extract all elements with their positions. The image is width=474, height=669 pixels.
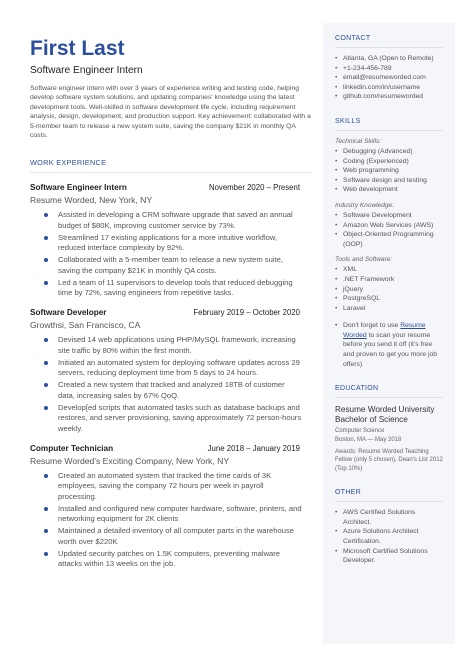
other-list: [335, 508, 443, 566]
job-bullet: Develop[ed scripts that automated tasks such as database backups and restores, and server provisioning, saving approximately 72 person-hours weekly.: [44, 403, 302, 434]
job-date: November 2020 – Present: [208, 183, 300, 193]
contact-github[interactable]: • github.com/resumeworded: [335, 92, 443, 102]
candidate-role: Software Engineer Intern: [30, 65, 143, 76]
section-divider: [335, 501, 443, 502]
skill-item: • Software design and testing: [335, 176, 443, 186]
skills-technical-list: [335, 147, 443, 195]
section-title-contact: CONTACT: [335, 35, 371, 42]
job-company: Growthsi, San Francisco, CA: [30, 320, 141, 331]
job-title: Software Developer: [30, 308, 107, 318]
skill-item: • PostgreSQL: [335, 294, 443, 304]
contact-list: [335, 54, 443, 102]
bullet-dot-icon: [44, 236, 48, 240]
job-title: Software Engineer Intern: [30, 183, 127, 193]
bullet-dot-icon: [44, 213, 48, 217]
bullet-dot-icon: [44, 338, 48, 342]
bullet-dot-icon: [44, 507, 48, 511]
education-location-date: Boston, MA — May 2018: [335, 436, 402, 443]
skill-item: • Software Development: [335, 211, 443, 221]
skills-technical-label: Technical Skills:: [335, 137, 382, 145]
job-bullet: Devised 14 web applications using PHP/MySQL framework, increasing site traffic by 80% within the first month.: [44, 335, 302, 356]
bullet-dot-icon: [44, 529, 48, 533]
bullet-dot-icon: [44, 406, 48, 410]
section-divider: [30, 172, 312, 173]
skills-industry-list: [335, 211, 443, 249]
section-divider: [335, 130, 443, 131]
job-bullets: [30, 210, 302, 298]
job-entry: [30, 308, 310, 433]
bullet-dot-icon: [44, 281, 48, 285]
skill-item: • Web development: [335, 185, 443, 195]
certification-item: • AWS Certified Solutions Architect.: [335, 508, 443, 527]
job-bullet: Installed and configured new computer hardware, software, printers, and networking equipment for 2K clients: [44, 504, 302, 525]
skill-item: • Object-Oriented Programming (OOP): [335, 230, 443, 249]
job-bullet: Created a new system that tracked and analyzed 18TB of customer data, increasing sales by 67% QoQ.: [44, 380, 302, 401]
resume-worded-link[interactable]: Resume Worded: [343, 322, 426, 339]
skill-item: • Amazon Web Services (AWS): [335, 221, 443, 231]
skill-item: • Web programming: [335, 166, 443, 176]
bullet-dot-icon: [44, 383, 48, 387]
job-bullet: Collaborated with a 5-member team to release a new system suite, saving the company $21K in monthly QA costs.: [44, 255, 302, 276]
bullet-dot-icon: [44, 552, 48, 556]
bullet-dot-icon: [44, 474, 48, 478]
skills-industry-label: Industry Knowledge:: [335, 201, 394, 209]
sidebar: [323, 23, 455, 644]
contact-email[interactable]: • email@resumeworded.com: [335, 73, 443, 83]
section-title-other: OTHER: [335, 489, 361, 497]
job-bullet: Maintained a detailed inventory of all computer parts in the warehouse worth over $220K: [44, 526, 302, 547]
job-date: June 2018 – January 2019: [207, 443, 300, 453]
skill-item: • jQuery: [335, 285, 443, 295]
section-divider: [335, 47, 443, 48]
certification-item: • Azure Solutions Architect Certification.: [335, 527, 443, 546]
section-title-work-experience: WORK EXPERIENCE: [30, 158, 107, 168]
skill-item: • Laravel: [335, 304, 443, 314]
section-title-education: EDUCATION: [335, 385, 379, 393]
education-degree: Bachelor of Science: [335, 415, 408, 425]
bullet-dot-icon: [44, 258, 48, 262]
skills-tools-list: [335, 265, 443, 313]
certification-item: • Microsoft Certified Solutions Developer.: [335, 547, 443, 566]
bullet-dot-icon: [44, 361, 48, 365]
section-divider: [335, 397, 443, 398]
job-bullet: Initiated an automated system for deploying software updates across 29 servers, reducing deployment time from 5 days to 24 hours.: [44, 358, 302, 379]
job-bullet: Assisted in developing a CRM software upgrade that saved an annual budget of $80K, improving customer service by 73%.: [44, 210, 302, 231]
skill-item: • XML: [335, 265, 443, 275]
job-bullet: Streamlined 17 existing applications for a more intuitive workflow, reduced interface complexity by 92%.: [44, 233, 302, 254]
skill-item: • Debugging (Advanced): [335, 147, 443, 157]
job-company: Resume Worded, New York, NY: [30, 195, 153, 206]
job-entry: [30, 183, 310, 298]
job-bullet: Updated security patches on 1.5K computers, preventing malware attacks within 13 weeks on the job.: [44, 549, 302, 570]
resume-worded-note: • Don't forget to use Resume Worded to scan your resume before you send it off (it's free and proven to get you more job offers): [335, 321, 443, 369]
contact-location: • Atlanta, GA (Open to Remote): [335, 54, 443, 64]
job-company: Resume Worded's Exciting Company, New York, NY: [30, 455, 230, 466]
job-entry: [30, 444, 310, 569]
job-bullets: [30, 335, 302, 433]
job-bullets: [30, 471, 302, 569]
education-school: Resume Worded University: [335, 405, 435, 415]
education-awards: Awards: Resume Worded Teaching Fellow (only 5 chosen), Dean's List 2012 (Top 10%): [335, 449, 443, 472]
skills-tools-label: Tools and Software:: [335, 256, 393, 264]
summary-paragraph: Software engineer intern with over 3 years of experience writing and testing code, helping develop software system solutions, and updating companies' knowledge using the latest development tools. Well-skilled in software development life cycle, including requirement analysis, design, development, and production support. Key achievement: collaborated with a 5-member team to release a new system suite, saving the company $21K in monthly QA costs.: [30, 85, 311, 140]
job-title: Computer Technician: [30, 443, 114, 453]
main-column: [30, 38, 310, 571]
skill-item: • .NET Framework: [335, 275, 443, 285]
contact-linkedin[interactable]: • linkedin.com/in/username: [335, 83, 443, 93]
education-major: Computer Science: [335, 428, 385, 435]
contact-phone[interactable]: • +1-234-456-789: [335, 64, 443, 74]
job-bullet: Created an automated system that tracked the time cards of 3K employees, saving the company 72 hours per week in payroll processing.: [44, 471, 302, 502]
section-title-skills: SKILLS: [335, 117, 361, 125]
skill-item: • Coding (Experienced): [335, 157, 443, 167]
job-date: February 2019 – October 2020: [193, 308, 300, 318]
candidate-name: First Last: [30, 37, 125, 60]
job-bullet: Led a team of 11 supervisors to develop tools that reduced debugging time by 72%, saving engineers from repetitive tasks.: [44, 278, 302, 299]
